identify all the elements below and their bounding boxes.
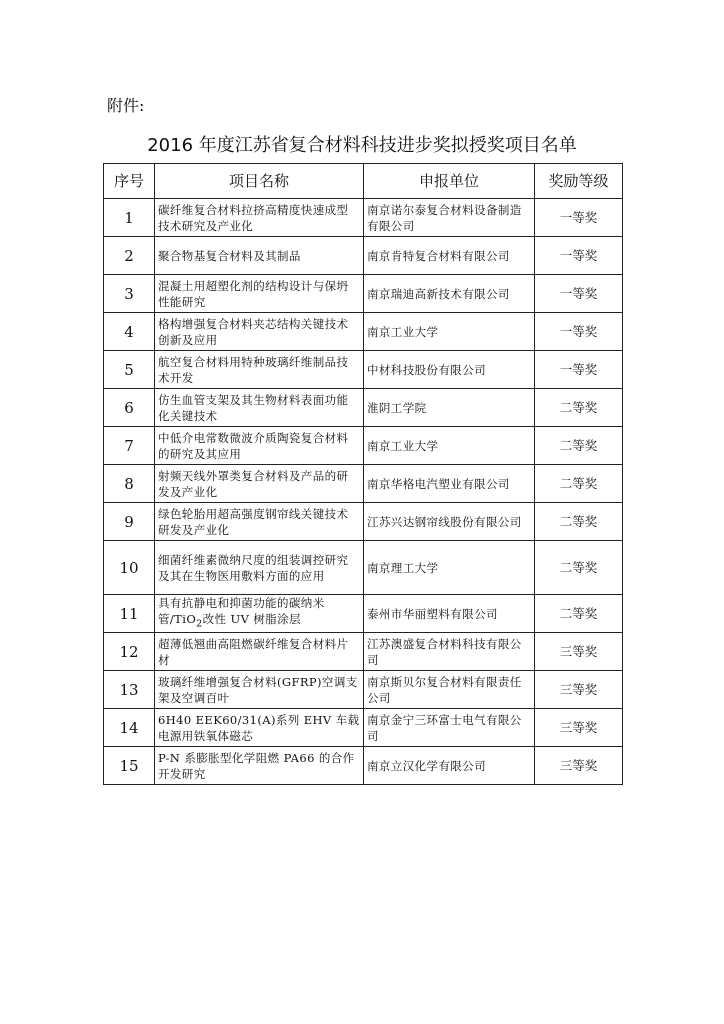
row-project-name: 中低介电常数微波介质陶瓷复合材料的研究及其应用 xyxy=(155,427,364,465)
table-row xyxy=(104,541,623,595)
row-award-level: 一等奖 xyxy=(535,313,623,351)
table-row xyxy=(104,465,623,503)
row-award-level: 二等奖 xyxy=(535,503,623,541)
row-award-level: 二等奖 xyxy=(535,595,623,633)
row-project-name: 绿色轮胎用超高强度钢帘线关键技术研发及产业化 xyxy=(155,503,364,541)
row-award-level: 二等奖 xyxy=(535,427,623,465)
row-applicant-unit: 南京立汉化学有限公司 xyxy=(364,747,535,785)
table-row xyxy=(104,237,623,275)
name-text-tail: 改性 UV 树脂涂层 xyxy=(202,612,301,626)
row-applicant-unit: 南京瑞迪高新技术有限公司 xyxy=(364,275,535,313)
row-no: 13 xyxy=(104,671,155,709)
row-project-name: 混凝土用超塑化剂的结构设计与保坍性能研究 xyxy=(155,275,364,313)
row-award-level: 三等奖 xyxy=(535,671,623,709)
table-row xyxy=(104,389,623,427)
row-applicant-unit: 南京华格电汽塑业有限公司 xyxy=(364,465,535,503)
table-row xyxy=(104,595,623,633)
row-no: 11 xyxy=(104,595,155,633)
row-no: 1 xyxy=(104,199,155,237)
row-no: 9 xyxy=(104,503,155,541)
row-award-level: 三等奖 xyxy=(535,633,623,671)
row-no: 5 xyxy=(104,351,155,389)
row-project-name: 6H40 EEK60/31(A)系列 EHV 车载电源用铁氧体磁芯 xyxy=(155,709,364,747)
header-applicant-unit: 申报单位 xyxy=(364,164,535,199)
row-award-level: 一等奖 xyxy=(535,199,623,237)
name-text: 具有抗静电和抑菌功能的碳纳米管/TiO xyxy=(158,596,325,626)
table-row xyxy=(104,633,623,671)
row-applicant-unit: 南京斯贝尔复合材料有限责任公司 xyxy=(364,671,535,709)
row-project-name: 仿生血管支架及其生物材料表面功能化关键技术 xyxy=(155,389,364,427)
row-applicant-unit: 中材科技股份有限公司 xyxy=(364,351,535,389)
table-row xyxy=(104,313,623,351)
row-applicant-unit: 南京肯特复合材料有限公司 xyxy=(364,237,535,275)
row-project-name: 细菌纤维素微纳尺度的组装调控研究及其在生物医用敷料方面的应用 xyxy=(155,541,364,595)
table-header-row xyxy=(104,164,623,199)
row-no: 4 xyxy=(104,313,155,351)
awards-table xyxy=(103,163,623,785)
row-no: 8 xyxy=(104,465,155,503)
table-row xyxy=(104,709,623,747)
row-no: 6 xyxy=(104,389,155,427)
row-project-name: 聚合物基复合材料及其制品 xyxy=(155,237,364,275)
row-award-level: 二等奖 xyxy=(535,389,623,427)
row-no: 12 xyxy=(104,633,155,671)
row-applicant-unit: 泰州市华丽塑料有限公司 xyxy=(364,595,535,633)
table-row xyxy=(104,275,623,313)
header-no: 序号 xyxy=(104,164,155,199)
row-no: 10 xyxy=(104,541,155,595)
row-applicant-unit: 南京工业大学 xyxy=(364,313,535,351)
attachment-label: 附件: xyxy=(107,96,145,115)
row-award-level: 二等奖 xyxy=(535,465,623,503)
row-applicant-unit: 淮阴工学院 xyxy=(364,389,535,427)
row-award-level: 三等奖 xyxy=(535,747,623,785)
row-project-name: 超薄低翘曲高阻燃碳纤维复合材料片材 xyxy=(155,633,364,671)
row-no: 3 xyxy=(104,275,155,313)
row-award-level: 一等奖 xyxy=(535,275,623,313)
row-project-name: 格构增强复合材料夹芯结构关键技术创新及应用 xyxy=(155,313,364,351)
row-applicant-unit: 江苏兴达钢帘线股份有限公司 xyxy=(364,503,535,541)
row-applicant-unit: 南京诺尔泰复合材料设备制造有限公司 xyxy=(364,199,535,237)
row-award-level: 二等奖 xyxy=(535,541,623,595)
row-project-name: 碳纤维复合材料拉挤高精度快速成型技术研究及产业化 xyxy=(155,199,364,237)
name-subscript: 2 xyxy=(196,618,203,630)
row-no: 15 xyxy=(104,747,155,785)
row-project-name: P-N 系膨胀型化学阻燃 PA66 的合作开发研究 xyxy=(155,747,364,785)
row-applicant-unit: 南京金宁三环富士电气有限公司 xyxy=(364,709,535,747)
row-project-name: 玻璃纤维增强复合材料(GFRP)空调支架及空调百叶 xyxy=(155,671,364,709)
row-no: 2 xyxy=(104,237,155,275)
table-row xyxy=(104,427,623,465)
table-row xyxy=(104,351,623,389)
header-project-name: 项目名称 xyxy=(155,164,364,199)
row-project-name xyxy=(155,595,364,633)
table-row xyxy=(104,671,623,709)
row-no: 7 xyxy=(104,427,155,465)
row-applicant-unit: 南京工业大学 xyxy=(364,427,535,465)
row-award-level: 三等奖 xyxy=(535,709,623,747)
page-title: 2016 年度江苏省复合材料科技进步奖拟授奖项目名单 xyxy=(147,135,577,156)
row-applicant-unit: 江苏澳盛复合材料科技有限公司 xyxy=(364,633,535,671)
row-project-name: 航空复合材料用特种玻璃纤维制品技术开发 xyxy=(155,351,364,389)
row-award-level: 一等奖 xyxy=(535,237,623,275)
table-row xyxy=(104,747,623,785)
row-award-level: 一等奖 xyxy=(535,351,623,389)
table-row xyxy=(104,199,623,237)
row-no: 14 xyxy=(104,709,155,747)
row-applicant-unit: 南京理工大学 xyxy=(364,541,535,595)
row-project-name: 射频天线外罩类复合材料及产品的研发及产业化 xyxy=(155,465,364,503)
table-row xyxy=(104,503,623,541)
header-award-level: 奖励等级 xyxy=(535,164,623,199)
